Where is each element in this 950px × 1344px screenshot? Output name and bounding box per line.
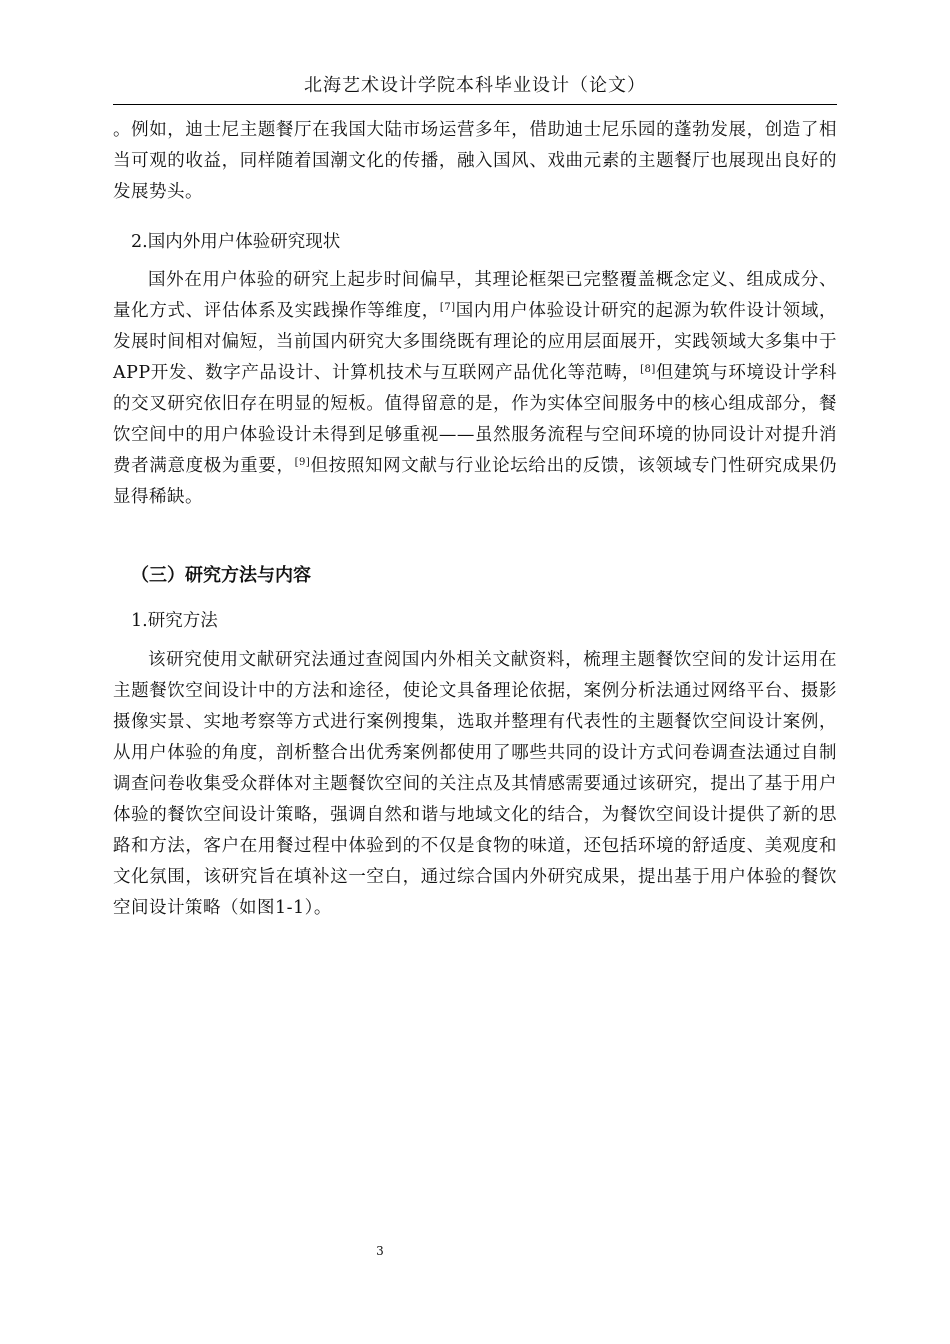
paragraph-theme-restaurant-examples [113,115,837,208]
paragraph-segment: 但按照知网文献与行业论坛给出的反馈，该领域专门性研究成果仍显得稀缺。 [113,456,838,507]
citation-ref-7: [7] [439,302,456,313]
citation-ref-8: [8] [640,364,656,375]
paragraph-segment: 但建筑与环境设计学科的交叉研究依旧存在明显的短板。值得留意的是，作为实体空间服务中的核心组成部分，餐饮空间中的用户体验设计未得到足够重视——虽然服务流程与空间环境的协同设计对提升消费者满意度极为重要， [113,363,838,476]
section-heading-methods: （三）研究方法与内容 [131,565,311,586]
page-number: 3 [376,1244,384,1258]
paragraph-segment: 国外在用户体验的研究上起步时间偏早，其理论框架已完整覆盖概念定义、组成成分、量化方式、评估体系及实践操作等维度， [113,270,837,321]
paragraph-user-experience-research [113,265,837,513]
subheading-research-method: 1.研究方法 [131,611,218,631]
subheading-user-experience-status: 2.国内外用户体验研究现状 [131,232,341,252]
page-header: 北海艺术设计学院本科毕业设计（论文） [304,75,646,96]
header-divider [113,104,837,105]
paragraph-text: 。例如，迪士尼主题餐厅在我国大陆市场运营多年，借助迪士尼乐园的蓬勃发展，创造了相当可观的收益，同样随着国潮文化的传播，融入国风、戏曲元素的主题餐厅也展现出良好的发展势头。 [113,120,837,202]
citation-ref-9: [9] [294,457,311,468]
paragraph-text: 该研究使用文献研究法通过查阅国内外相关文献资料，梳理主题餐饮空间的发计运用在主题餐饮空间设计中的方法和途径，使论文具备理论依据，案例分析法通过网络平台、摄影摄像实景、实地考察等方式进行案例搜集，选取并整理有代表性的主题餐饮空间设计案例，从用户体验的角度，剖析整合出优秀案例都使用了哪些共同的设计方式问卷调查法通过自制调查问卷收集受众群体对主题餐饮空间的关注点及其情感需要通过该研究，提出了基于用户体验的餐饮空间设计策略，强调自然和谐与地域文化的结合，为餐饮空间设计提供了新的思路和方法，客户在用餐过程中体验到的不仅是食物的味道，还包括环境的舒适度、美观度和文化氛围，该研究旨在填补这一空白，通过综合国内外研究成果，提出基于用户体验的餐饮空间设计策略（如图1-1）。 [113,650,837,918]
paragraph-segment: 国内用户体验设计研究的起源为软件设计领域，发展时间相对偏短，当前国内研究大多围绕既有理论的应用层面展开，实践领域大多集中于APP开发、数字产品设计、计算机技术与互联网产品优化等范畴， [113,301,837,383]
paragraph-body [113,265,837,513]
paragraph-research-method [113,645,837,924]
